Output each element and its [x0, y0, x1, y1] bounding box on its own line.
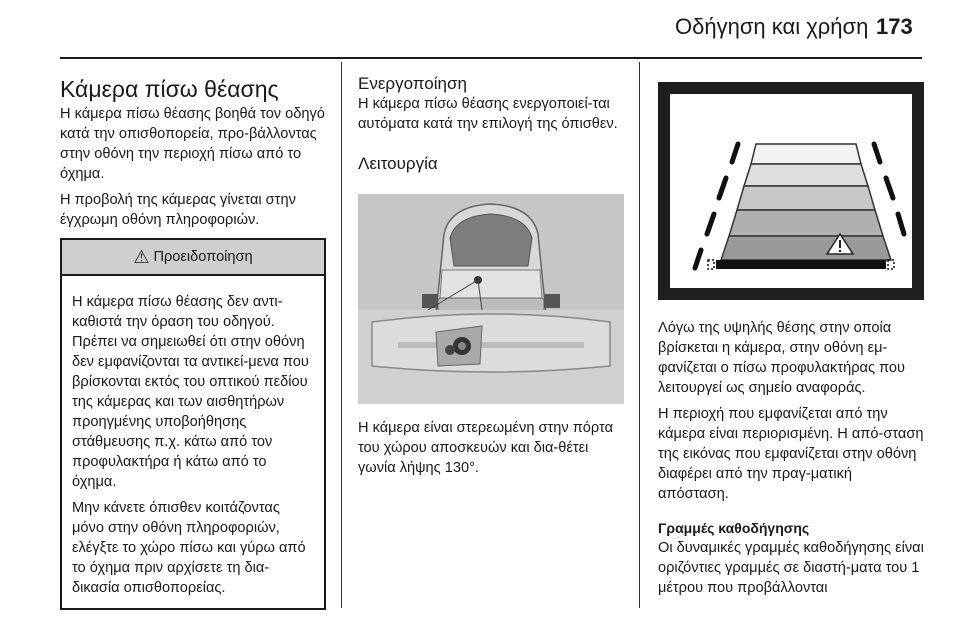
warning-title: Προειδοποίηση [153, 249, 253, 265]
warning-paragraph-2: Μην κάνετε όπισθεν κοιτάζοντας μόνο στην οθόνη πληροφοριών, ελέγξτε το χώρο πίσω και γύρω από το όχημα πριν αρχίσετε τη δια-δικασία οπισθοπορείας. [72, 500, 306, 596]
column-3 [658, 62, 924, 598]
warning-header [62, 240, 324, 276]
section-heading-rear-camera: Κάμερα πίσω θέασης [60, 76, 279, 102]
camera-display-illustration [658, 82, 924, 300]
column-divider-2 [639, 62, 640, 608]
bumper-paragraph: Λόγω της υψηλής θέσης στην οποία βρίσκεται η κάμερα, στην οθόνη εμ-φανίζεται ο πίσω προφυλακτήρας που λειτουργεί ως σημείο αναφοράς. [658, 320, 906, 396]
guidelines-paragraph: Οι δυναμικές γραμμές καθοδήγησης είναι οριζόντιες γραμμές σε διαστή-ματα του 1 μέτρου που προβάλλονται [658, 540, 924, 596]
running-header-title: Οδήγηση και χρήση [675, 14, 869, 39]
warning-body [62, 276, 324, 608]
section-heading-operation: Λειτουργία [358, 154, 438, 173]
column-2 [358, 62, 624, 478]
header-rule [60, 57, 922, 59]
column-1 [60, 62, 326, 610]
warning-triangle-icon: ⚠ [133, 246, 150, 267]
intro-paragraph: Η κάμερα πίσω θέασης βοηθά τον οδηγό κατά την οπισθοπορεία, προ-βάλλοντας στην οθόνη την περιοχή πίσω από το όχημα. [60, 106, 325, 182]
camera-location-illustration [358, 194, 624, 404]
display-paragraph: Η προβολή της κάμερας γίνεται στην έγχρωμη οθόνη πληροφοριών. [60, 192, 296, 228]
column-divider-1 [341, 62, 342, 608]
warning-paragraph-1: Η κάμερα πίσω θέασης δεν αντι-καθιστά την όραση του οδηγού. Πρέπει να σημειωθεί ότι στην οθόνη δεν εμφανίζονται τα αντικεί-μενα που βρίσκονται εκτός του οπτικού πεδίου της κάμερας και των αισθητήρων προηγμένης υποβοήθησης στάθμευσης π.χ. κάτω από τον προφυλακτήρα ή κάτω από το όχημα. [72, 294, 309, 490]
section-heading-guidelines: Γραμμές καθοδήγησης [658, 520, 810, 536]
page-number: 173 [876, 14, 913, 39]
limited-area-paragraph: Η περιοχή που εμφανίζεται από την κάμερα είναι περιορισμένη. Η από-σταση της εικόνας που εμφανίζεται στην οθόνη διαφέρει από την πραγ-ματική απόσταση. [658, 406, 924, 502]
camera-caption: Η κάμερα είναι στερεωμένη στην πόρτα του χώρου αποσκευών και δια-θέτει γωνία λήψης 130°. [358, 420, 614, 476]
activation-paragraph: Η κάμερα πίσω θέασης ενεργοποιεί-ται αυτόματα κατά την επιλογή της όπισθεν. [358, 96, 618, 132]
warning-box [60, 238, 326, 610]
section-heading-activation: Ενεργοποίηση [358, 74, 467, 93]
